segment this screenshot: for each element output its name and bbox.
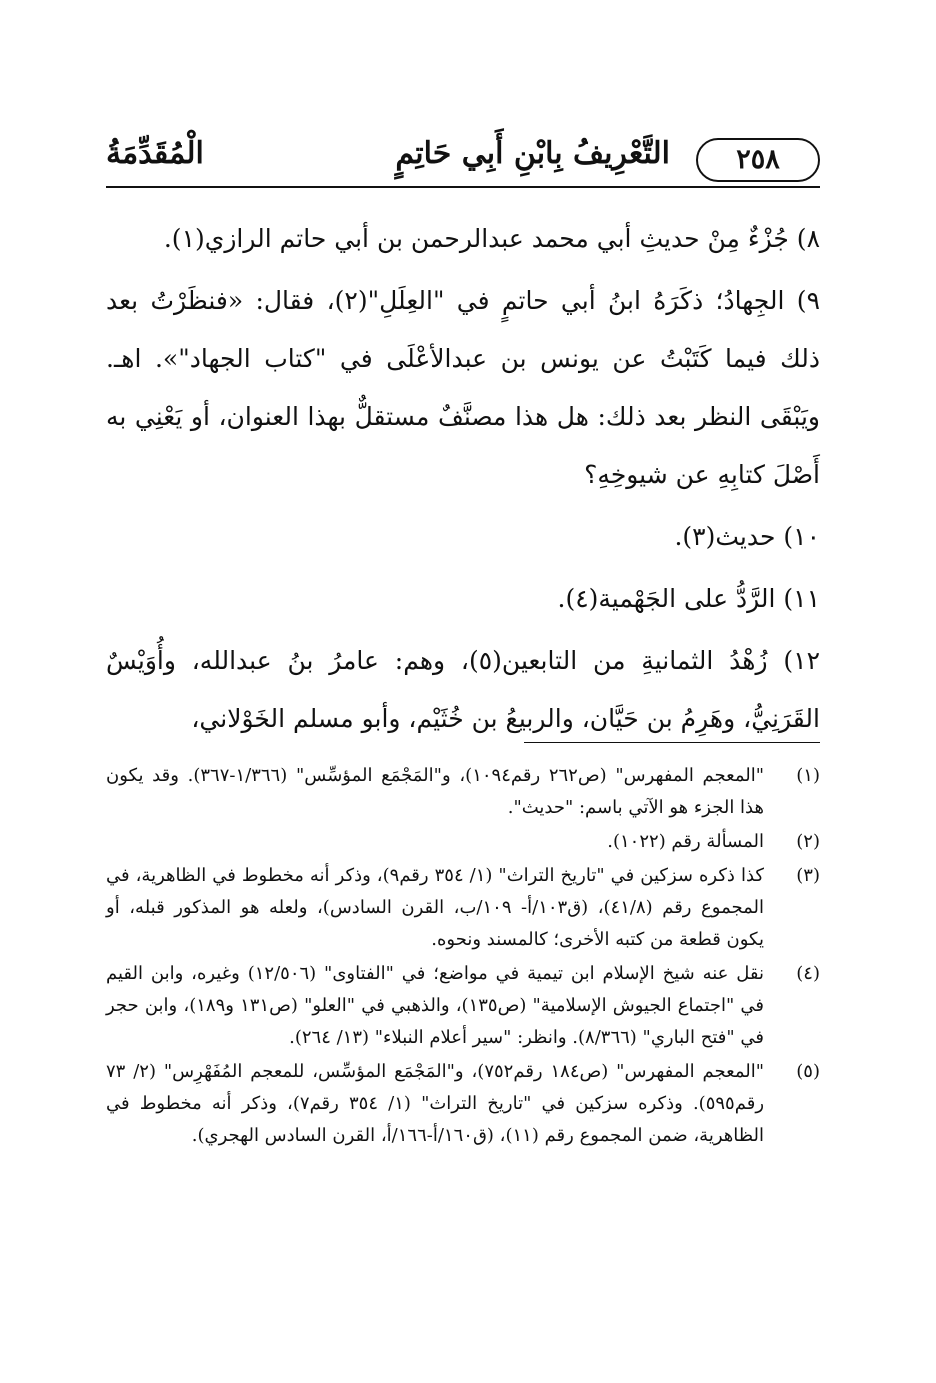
footnote-text: المسألة رقم (١٠٢٢). [607, 831, 764, 852]
header-rule [106, 186, 820, 188]
footnote-text: نقل عنه شيخ الإسلام ابن تيمية في مواضع؛ في "الفتاوى" (١٢/٥٠٦) وغيره، وابن القيم في "اجتماع الجيوش الإسلامية" (ص١٣٥)، والذهبي في "العلو" (ص١٣١ و١٨٩)، وابن حجر في "فتح الباري" (٨/٣٦٦). وانظر: "سير أعلام النبلاء" (١٣/ ٢٦٤). [106, 963, 765, 1048]
footnote-4 [106, 958, 820, 1054]
footnote-separator [524, 742, 820, 743]
footnote-number: (١) [796, 765, 820, 786]
footnote-3 [106, 860, 820, 956]
footnote-number: (٣) [796, 865, 820, 886]
body-paragraph-10: ١٠) حديث(٣). [674, 522, 820, 551]
page-number: ٢٥٨ [696, 138, 820, 182]
footnotes [106, 760, 820, 1154]
footnote-number: (٤) [796, 963, 820, 984]
body-paragraph-9: ٩) الجِهادُ؛ ذكَرَهُ ابنُ أبي حاتمٍ في "العِلَلِ"(٢)، فقال: «فنظَرْتُ بعد ذلك فيما كَتَبْتُ عن يونس بن عبدالأعْلَى في "كتاب الجهاد"». اهـ. ويَبْقَى النظر بعد ذلك: هل هذا مصنَّفٌ مستقلٌّ بهذا العنوان، أو يَعْنِي به أَصْلَ كتابِهِ عن شيوخِهِ؟ [106, 286, 820, 489]
footnote-1 [106, 760, 820, 824]
footnote-text: كذا ذكره سزكين في "تاريخ التراث" (١/ ٣٥٤ رقم٩)، وذكر أنه مخطوط في الظاهرية، في المجموع رقم (٤١/٨)، (ق١٠٣/أ- ١٠٩/ب، القرن السادس)، ولعله هو المذكور قبله، أو يكون قطعة من كتبه الأخرى؛ كالمسند ونحوه. [106, 865, 764, 950]
footnote-text: "المعجم المفهرس" (ص١٨٤ رقم٧٥٢)، و"المَجْمَع المؤسِّس، للمعجم المُفَهْرِس" (٢/ ٧٣ رقم٥٩٥). وذكره سزكين في "تاريخ التراث" (١/ ٣٥٤ رقم٧)، وذكر أنه مخطوط في الظاهرية، ضمن المجموع رقم (١١)، (ق١٦٠/أ-١٦٦/أ، القرن السادس الهجري). [106, 1061, 765, 1146]
body-paragraph-11: ١١) الرَّدُّ على الجَهْمية(٤). [557, 584, 820, 613]
footnote-5 [106, 1056, 820, 1152]
footnote-number: (٥) [796, 1061, 820, 1082]
main-text [106, 210, 820, 748]
page-header [106, 128, 820, 188]
footnote-number: (٢) [796, 831, 820, 852]
section-title: الْمُقَدِّمَةُ [106, 136, 204, 171]
footnote-text: "المعجم المفهرس" (ص٢٦٢ رقم١٠٩٤)، و"المَجْمَع المؤسِّس" (١/٣٦٦-٣٦٧). وقد يكون هذا الجزء هو الآتي باسم: "حديث". [106, 765, 764, 818]
body-paragraph-12: ١٢) زُهْدُ الثمانيةِ من التابعين(٥)، وهم: عامرُ بنُ عبدالله، وأُوَيْسٌ القَرَنِيُّ، وهَرِمُ بن حَيَّان، والربيعُ بن خُثَيْم، وأبو مسلم الخَوْلاني، [106, 646, 820, 733]
body-paragraph-8: ٨) جُزْءٌ مِنْ حديثِ أبي محمد عبدالرحمن بن أبي حاتم الرازي(١). [163, 224, 820, 253]
footnote-2 [106, 826, 820, 858]
running-title: التَّعْرِيفُ بِابْنِ أَبِي حَاتِمٍ [395, 136, 670, 171]
